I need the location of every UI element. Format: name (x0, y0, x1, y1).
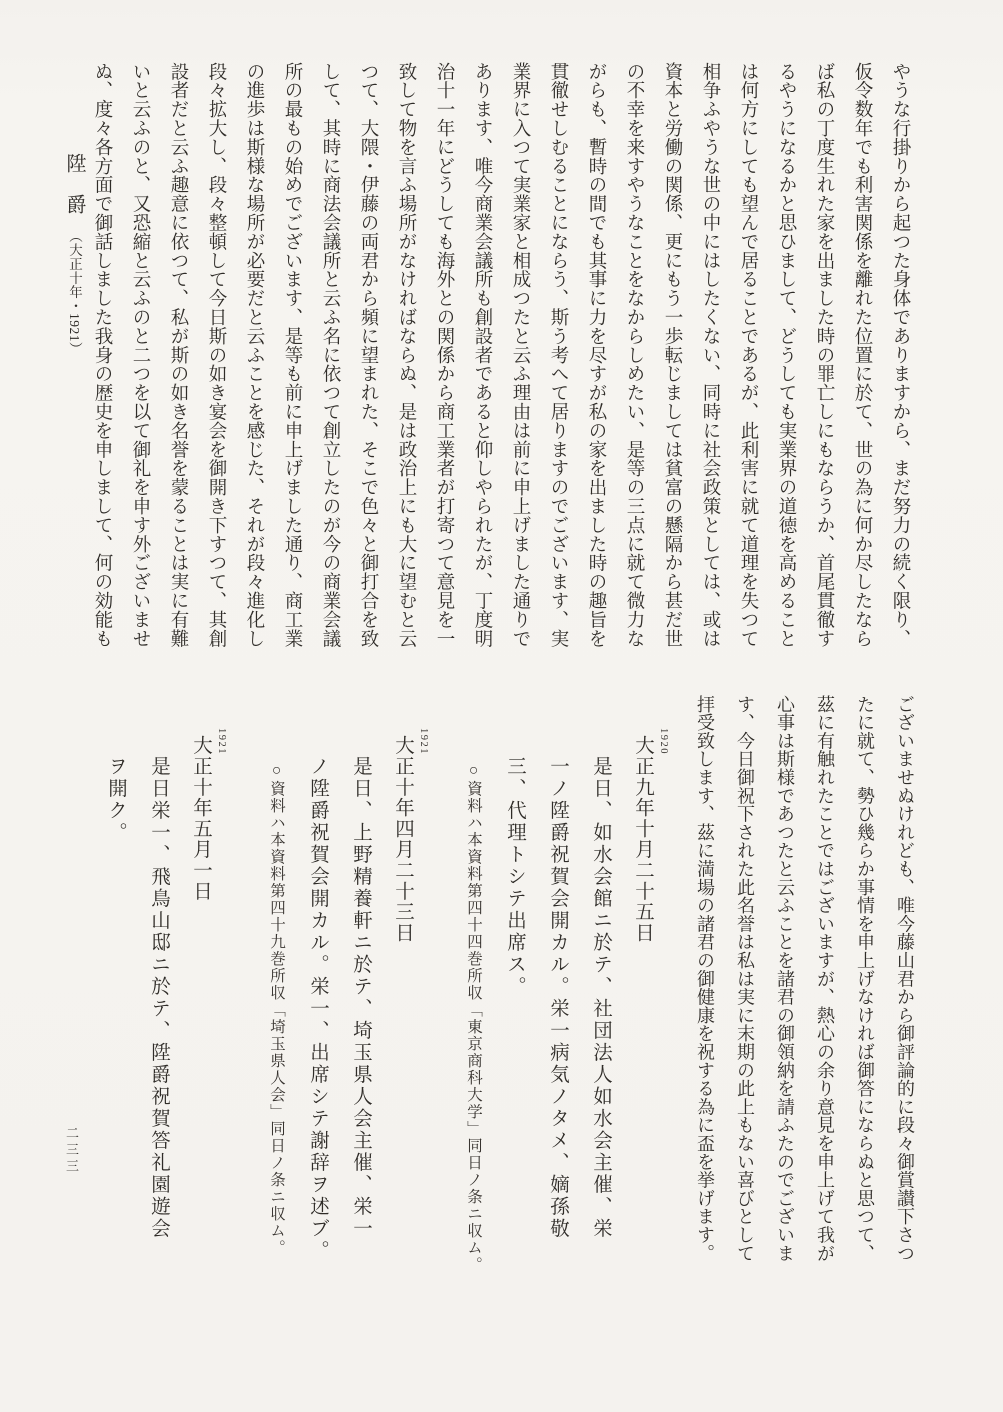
entry-year-marker: 1921 (418, 728, 429, 755)
text-column: 仮令数年でも利害関係を離れた位置に於て、世の為に何か尽したなら (852, 62, 872, 648)
text-column: がらも、暫時の間でも其事に力を尽すが私の家を出ました時の趣旨を (586, 62, 606, 648)
text-column: 是日、上野精養軒ニ於テ、埼玉県人会主催、栄一 (350, 756, 371, 1240)
text-column: ございませぬけれども、唯今藤山君から御評論的に段々御賞讃下さつ (895, 695, 915, 1263)
text-column: 拝受致します、茲に満場の諸君の御健康を祝する為に盃を挙げます。 (695, 695, 715, 1263)
section-subtitle: （大正十年・1921） (67, 228, 82, 356)
entry-date: 大正十年四月二十三日 (392, 735, 413, 943)
text-column: 是日栄一、飛鳥山邸ニ於テ、陞爵祝賀答礼園遊会 (148, 756, 169, 1240)
text-column: 資本と労働の関係、更にもう一歩転じましては貧富の懸隔から甚だ世 (662, 62, 682, 648)
text-column: ば私の丁度生れた家を出ました時の罪亡しにもならうか、首尾貫徹す (814, 62, 834, 648)
text-column: 茲に有触れたことではございますが、熱心の余り意見を申上げて我が (815, 695, 835, 1263)
section-margin-label (62, 153, 86, 356)
entry-date: 大正十年五月一日 (190, 735, 211, 902)
text-column: 治十一年にどうしても海外との関係から商工業者が打寄つて意見を一 (434, 62, 454, 648)
section-title: 陞 爵 (63, 153, 85, 215)
text-column: ぬ、度々各方面で御話しました我身の歴史を申しまして、何の効能も (92, 62, 112, 648)
text-column: つて、大隈・伊藤の両君から頻に望まれた、そこで色々と御打合を致 (358, 62, 378, 648)
entry-year-marker: 1920 (658, 728, 669, 755)
page-number: 二三三 (64, 1126, 79, 1176)
text-column: ノ陞爵祝賀会開カル。栄一、出席シテ謝辞ヲ述ブ。 (307, 756, 328, 1262)
text-column: は何方にしても望んで居ることであるが、此利害に就て道理を失つて (738, 62, 758, 648)
speech-paragraph-bottom (675, 695, 915, 1270)
text-column: 三、代理トシテ出席ス。 (504, 756, 525, 998)
text-column: るやうになるかと思ひまして、どうしても実業界の道徳を高めること (776, 62, 796, 648)
text-column: 所の最もの始めでございます、是等も前に申上げました通り、商工業 (282, 62, 302, 648)
entry-source-note: ○資料ハ本資料第四十四巻所収「東京商科大学」同日ノ条ニ収ム。 (465, 762, 482, 1274)
entry-year-marker: 1921 (216, 728, 227, 755)
text-column: の進歩は斯様な場所が必要だと云ふことを感じた、それが段々進化し (244, 62, 264, 648)
text-column: 心事は斯様であつたと云ふことを諸君の御領納を請ふたのでございま (775, 695, 795, 1263)
text-column: の不幸を来すやうなことをなからしめたい、是等の三点に就て微力な (624, 62, 644, 648)
text-column: 段々拡大し、段々整頓して今日斯の如き宴会を御開き下すつて、其創 (206, 62, 226, 648)
speech-paragraph-top (74, 62, 910, 658)
text-column: して、其時に商法会議所と云ふ名に依つて創立したのが今の商業会議 (320, 62, 340, 648)
chronology-entry-1921-04-23 (266, 728, 430, 1348)
text-column: やうな行掛りから起つた身体でありますから、まだ努力の続く限り、 (890, 62, 910, 648)
entry-date: 大正九年十月二十五日 (632, 735, 653, 943)
text-column: す、今日御祝下された此名誉は私は実に末期の此上もない喜びとして (735, 695, 755, 1263)
text-column: いと云ふのと、又恐縮と云ふのと二つを以て御礼を申す外ございませ (130, 62, 150, 648)
text-column: 是日、如水会館ニ於テ、社団法人如水会主催、栄 (590, 756, 611, 1240)
text-column: 一ノ陞爵祝賀会開カル。栄一病気ノタメ、嫡孫敬 (547, 756, 568, 1240)
text-column: ヲ開ク。 (105, 756, 126, 844)
text-column: 致して物を言ふ場所がなければならぬ、是は政治上にも大に望むと云 (396, 62, 416, 648)
text-column: 設者だと云ふ趣意に依つて、私が斯の如き名誉を蒙ることは実に有難 (168, 62, 188, 648)
chronology-entry-1921-05-01 (83, 728, 228, 1348)
text-column: たに就て、勢ひ幾らか事情を申上げなければ御答にならぬと思つて、 (855, 695, 875, 1263)
text-column: あります、唯今商業会議所も創設者であると仰しやられたが、丁度明 (472, 62, 492, 648)
text-column: 相争ふやうな世の中にはしたくない、同時に社会政策としては、或は (700, 62, 720, 648)
text-column: 業界に入つて実業家と相成つたと云ふ理由は前に申上げました通りで (510, 62, 530, 648)
entry-source-note: ○資料ハ本資料第四十九巻所収「埼玉県人会」同日ノ条ニ収ム。 (268, 762, 285, 1257)
chronology-entry-1920-10-25 (463, 728, 670, 1348)
text-column: 貫徹せしむることにならう、斯う考へて居りますのでございます、実 (548, 62, 568, 648)
